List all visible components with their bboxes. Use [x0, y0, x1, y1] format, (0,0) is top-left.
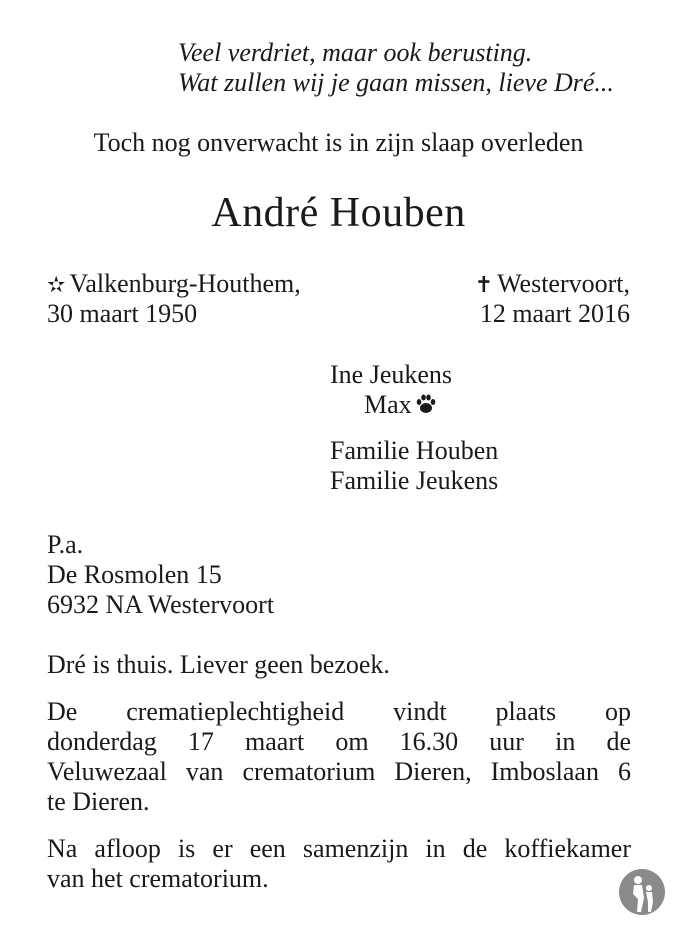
address-city: 6932 NA Westervoort: [47, 590, 275, 619]
death-date: 12 maart 2016: [479, 299, 630, 328]
after-line-1: Na afloop is er een samenzijn in de koffiekamer: [47, 834, 631, 863]
cross-icon: ✝: [474, 272, 494, 297]
quote-line-2: Wat zullen wij je gaan missen, lieve Dré...: [178, 68, 614, 97]
paw-icon: [415, 392, 437, 422]
death-place-label: Westervoort,: [497, 269, 630, 298]
birth-place: [47, 269, 301, 300]
death-place: [475, 269, 630, 300]
birth-place-label: Valkenburg-Houthem,: [69, 269, 301, 298]
memorial-logo-icon: [618, 868, 666, 916]
intro-text: Toch nog onverwacht is in zijn slaap overleden: [93, 128, 584, 157]
after-paragraph: [47, 834, 631, 894]
ceremony-line-1: De crematieplechtigheid vindt plaats op: [47, 697, 631, 726]
ceremony-line-2: donderdag 17 maart om 16.30 uur in de: [47, 727, 631, 756]
pet-line: [364, 390, 437, 422]
star-icon: ✫: [47, 272, 66, 297]
family-houben: Familie Houben: [330, 436, 499, 465]
ceremony-paragraph: [47, 697, 631, 817]
birth-date: 30 maart 1950: [47, 299, 198, 328]
ceremony-line-3: Veluwezaal van crematorium Dieren, Imboslaan 6: [47, 757, 631, 786]
address-pa: P.a.: [47, 530, 84, 559]
after-line-2: van het crematorium.: [47, 864, 269, 893]
ceremony-line-4: te Dieren.: [47, 787, 150, 816]
address-street: De Rosmolen 15: [47, 560, 222, 589]
pet-name: Max: [364, 390, 412, 419]
family-jeukens: Familie Jeukens: [330, 466, 499, 495]
deceased-name: André Houben: [211, 190, 466, 236]
visit-notice: Dré is thuis. Liever geen bezoek.: [47, 650, 390, 679]
quote-line-1: Veel verdriet, maar ook berusting.: [178, 38, 533, 67]
partner-name: Ine Jeukens: [330, 360, 453, 389]
